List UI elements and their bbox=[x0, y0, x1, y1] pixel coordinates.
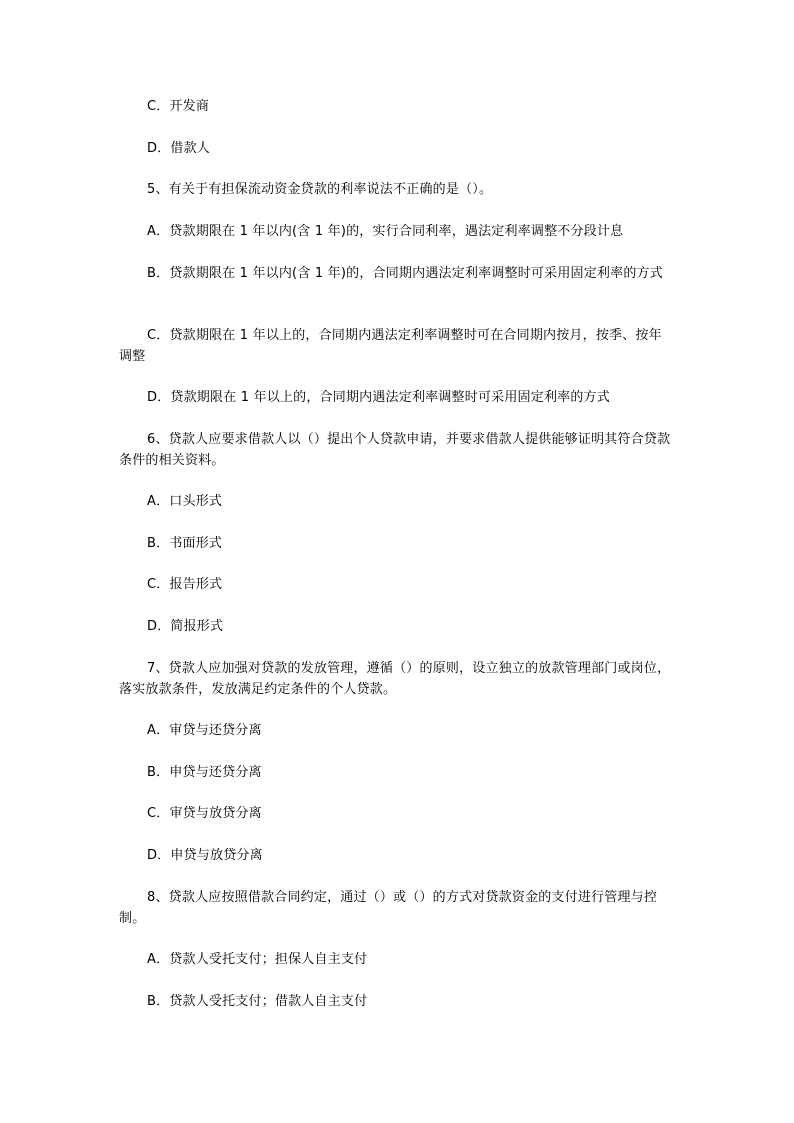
question-7-option-a: A．审贷与还贷分离 bbox=[147, 723, 262, 738]
question-5-option-b: B．贷款期限在 1 年以内(含 1 年)的，合同期内遇法定利率调整时可采用固定利率的方式 bbox=[147, 266, 663, 281]
question-6-option-a: A．口头形式 bbox=[147, 494, 223, 509]
question-8-option-a: A．贷款人受托支付；担保人自主支付 bbox=[147, 952, 368, 967]
question-6-option-d: D．简报形式 bbox=[147, 619, 224, 634]
question-6-option-b: B．书面形式 bbox=[147, 536, 223, 551]
option-c-developer: C．开发商 bbox=[147, 99, 210, 114]
question-8: 8、贷款人应按照借款合同约定，通过（）或（）的方式对贷款资金的支付进行管理与控制。 bbox=[119, 890, 658, 926]
question-6-option-c: C．报告形式 bbox=[147, 577, 223, 592]
option-d-borrower: D．借款人 bbox=[147, 141, 211, 156]
question-7-option-c: C．审贷与放贷分离 bbox=[147, 806, 262, 821]
question-8-option-b: B．贷款人受托支付；借款人自主支付 bbox=[147, 994, 368, 1009]
question-7-option-b: B．申贷与还贷分离 bbox=[147, 765, 262, 780]
question-7: 7、贷款人应加强对贷款的发放管理，遵循（）的原则，设立独立的放款管理部门或岗位，落实放款条件，发放满足约定条件的个人贷款。 bbox=[119, 661, 671, 697]
question-7-option-d: D．申贷与放贷分离 bbox=[147, 848, 263, 863]
question-5-option-a: A．贷款期限在 1 年以内(含 1 年)的，实行合同利率，遇法定利率调整不分段计息 bbox=[147, 224, 624, 239]
question-6: 6、贷款人应要求借款人以（）提出个人贷款申请，并要求借款人提供能够证明其符合贷款条件的相关资料。 bbox=[119, 432, 671, 468]
question-5: 5、有关于有担保流动资金贷款的利率说法不正确的是（）。 bbox=[147, 182, 493, 197]
question-5-option-c: C．贷款期限在 1 年以上的，合同期内遇法定利率调整时可在合同期内按月，按季、按年调整 bbox=[119, 328, 662, 364]
question-5-option-d: D．贷款期限在 1 年以上的，合同期内遇法定利率调整时可采用固定利率的方式 bbox=[147, 390, 610, 405]
